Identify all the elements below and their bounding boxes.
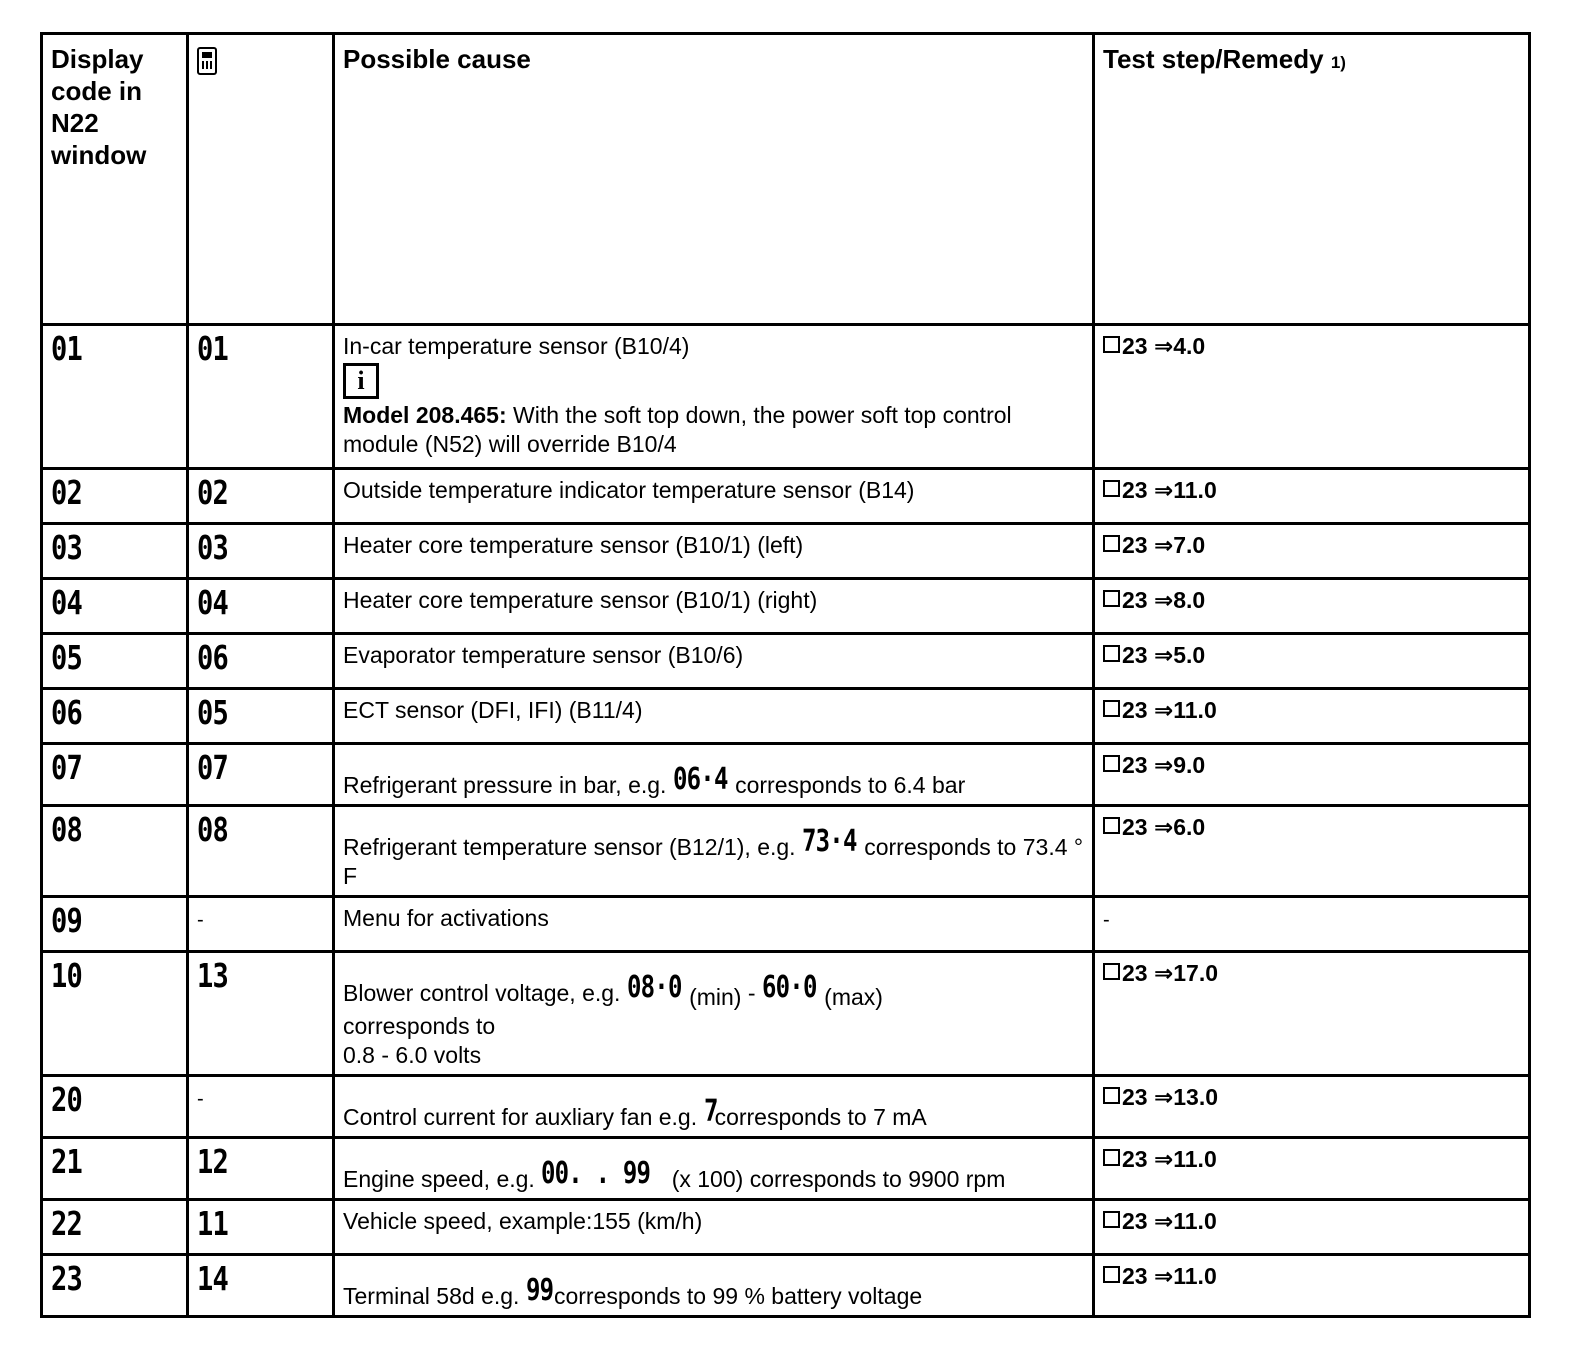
possible-cause: Heater core temperature sensor (B10/1) (right): [334, 579, 1094, 634]
remedy: 23 ⇒5.0: [1094, 634, 1530, 689]
segment-display-max: 60·0: [761, 970, 817, 1005]
alt-code: 14: [188, 1255, 334, 1317]
possible-cause: Engine speed, e.g. 00. . 99 (x 100) corresponds to 9900 rpm: [334, 1138, 1094, 1200]
possible-cause: [334, 325, 1094, 469]
display-code: 01: [42, 325, 188, 469]
table-row: [42, 634, 1530, 689]
remedy: 23 ⇒6.0: [1094, 806, 1530, 897]
alt-code: 05: [188, 689, 334, 744]
alt-code: 12: [188, 1138, 334, 1200]
segment-display-example: 06·4: [672, 762, 728, 797]
remedy: 23 ⇒8.0: [1094, 579, 1530, 634]
possible-cause: Outside temperature indicator temperature sensor (B14): [334, 469, 1094, 524]
checkbox-icon: [1103, 1149, 1120, 1166]
checkbox-icon: [1103, 817, 1120, 834]
display-code: 03: [42, 524, 188, 579]
header-row: [42, 34, 1530, 325]
remedy: 23 ⇒11.0: [1094, 469, 1530, 524]
possible-cause: Terminal 58d e.g. 99corresponds to 99 % battery voltage: [334, 1255, 1094, 1317]
display-code: 04: [42, 579, 188, 634]
header-possible-cause: Possible cause: [334, 34, 1094, 325]
table-row: [42, 1076, 1530, 1138]
cause-text: In-car temperature sensor (B10/4): [343, 333, 690, 359]
checkbox-icon: [1103, 535, 1120, 552]
checkbox-icon: [1103, 1266, 1120, 1283]
display-code: 21: [42, 1138, 188, 1200]
possible-cause: Heater core temperature sensor (B10/1) (left): [334, 524, 1094, 579]
possible-cause: Evaporator temperature sensor (B10/6): [334, 634, 1094, 689]
remedy: 23 ⇒17.0: [1094, 952, 1530, 1076]
display-code: 20: [42, 1076, 188, 1138]
possible-cause: Refrigerant pressure in bar, e.g. 06·4 corresponds to 6.4 bar: [334, 744, 1094, 806]
possible-cause: ECT sensor (DFI, IFI) (B11/4): [334, 689, 1094, 744]
header-display-code: Display code in N22 window: [42, 34, 188, 325]
display-code: 02: [42, 469, 188, 524]
checkbox-icon: [1103, 645, 1120, 662]
remedy: 23 ⇒9.0: [1094, 744, 1530, 806]
table-row: [42, 897, 1530, 952]
display-code: 07: [42, 744, 188, 806]
segment-display-example: 00. . 99: [541, 1156, 651, 1191]
alt-code: 07: [188, 744, 334, 806]
display-code: 23: [42, 1255, 188, 1317]
possible-cause: Blower control voltage, e.g. 08·0 (min) - 60·0 (max) corresponds to 0.8 - 6.0 volts: [334, 952, 1094, 1076]
remedy: 23 ⇒11.0: [1094, 1138, 1530, 1200]
remedy: 23 ⇒11.0: [1094, 1255, 1530, 1317]
table-row: [42, 952, 1530, 1076]
table-row: [42, 579, 1530, 634]
header-tester-column: [188, 34, 334, 325]
table-row: [42, 806, 1530, 897]
display-code: 22: [42, 1200, 188, 1255]
display-code: 09: [42, 897, 188, 952]
remedy: 23 ⇒13.0: [1094, 1076, 1530, 1138]
checkbox-icon: [1103, 755, 1120, 772]
alt-code: 06: [188, 634, 334, 689]
header-test-step: [1094, 34, 1530, 325]
display-code: 10: [42, 952, 188, 1076]
alt-code: 13: [188, 952, 334, 1076]
display-code: 06: [42, 689, 188, 744]
table-row: [42, 1200, 1530, 1255]
alt-code: 02: [188, 469, 334, 524]
alt-code: -: [188, 897, 334, 952]
remedy: 23 ⇒11.0: [1094, 1200, 1530, 1255]
remedy: 23 ⇒11.0: [1094, 689, 1530, 744]
segment-display-example: 73·4: [801, 824, 857, 859]
diagnostic-code-table: [40, 32, 1531, 1318]
display-code: 05: [42, 634, 188, 689]
display-code: 08: [42, 806, 188, 897]
segment-display-min: 08·0: [626, 970, 682, 1005]
checkbox-icon: [1103, 590, 1120, 607]
model-note-label: Model 208.465:: [343, 402, 507, 428]
possible-cause: Vehicle speed, example:155 (km/h): [334, 1200, 1094, 1255]
checkbox-icon: [1103, 336, 1120, 353]
table-row: [42, 325, 1530, 469]
diagnostic-tester-icon: [197, 47, 217, 75]
possible-cause: Control current for auxliary fan e.g. 7corresponds to 7 mA: [334, 1076, 1094, 1138]
checkbox-icon: [1103, 1087, 1120, 1104]
table-row: [42, 1255, 1530, 1317]
segment-display-example: 7: [703, 1094, 718, 1129]
table-row: [42, 744, 1530, 806]
model-note-text: With the soft top down, the power soft top control module (N52) will override B10/4: [343, 402, 1012, 457]
checkbox-icon: [1103, 480, 1120, 497]
checkbox-icon: [1103, 963, 1120, 980]
info-icon: i: [343, 363, 379, 399]
table-row: [42, 689, 1530, 744]
alt-code: -: [188, 1076, 334, 1138]
table-row: [42, 524, 1530, 579]
alt-code: 08: [188, 806, 334, 897]
remedy: 23 ⇒7.0: [1094, 524, 1530, 579]
possible-cause: Menu for activations: [334, 897, 1094, 952]
table-row: [42, 469, 1530, 524]
segment-display-example: 99: [525, 1273, 554, 1308]
checkbox-icon: [1103, 700, 1120, 717]
header-test-step-label: Test step/Remedy: [1103, 44, 1324, 74]
table-row: [42, 1138, 1530, 1200]
checkbox-icon: [1103, 1211, 1120, 1228]
alt-code: 01: [188, 325, 334, 469]
alt-code: 04: [188, 579, 334, 634]
alt-code: 03: [188, 524, 334, 579]
alt-code: 11: [188, 1200, 334, 1255]
possible-cause: Refrigerant temperature sensor (B12/1), e.g. 73·4 corresponds to 73.4 ° F: [334, 806, 1094, 897]
remedy: 23 ⇒4.0: [1094, 325, 1530, 469]
footnote-marker: 1): [1330, 53, 1346, 72]
remedy: -: [1094, 897, 1530, 952]
